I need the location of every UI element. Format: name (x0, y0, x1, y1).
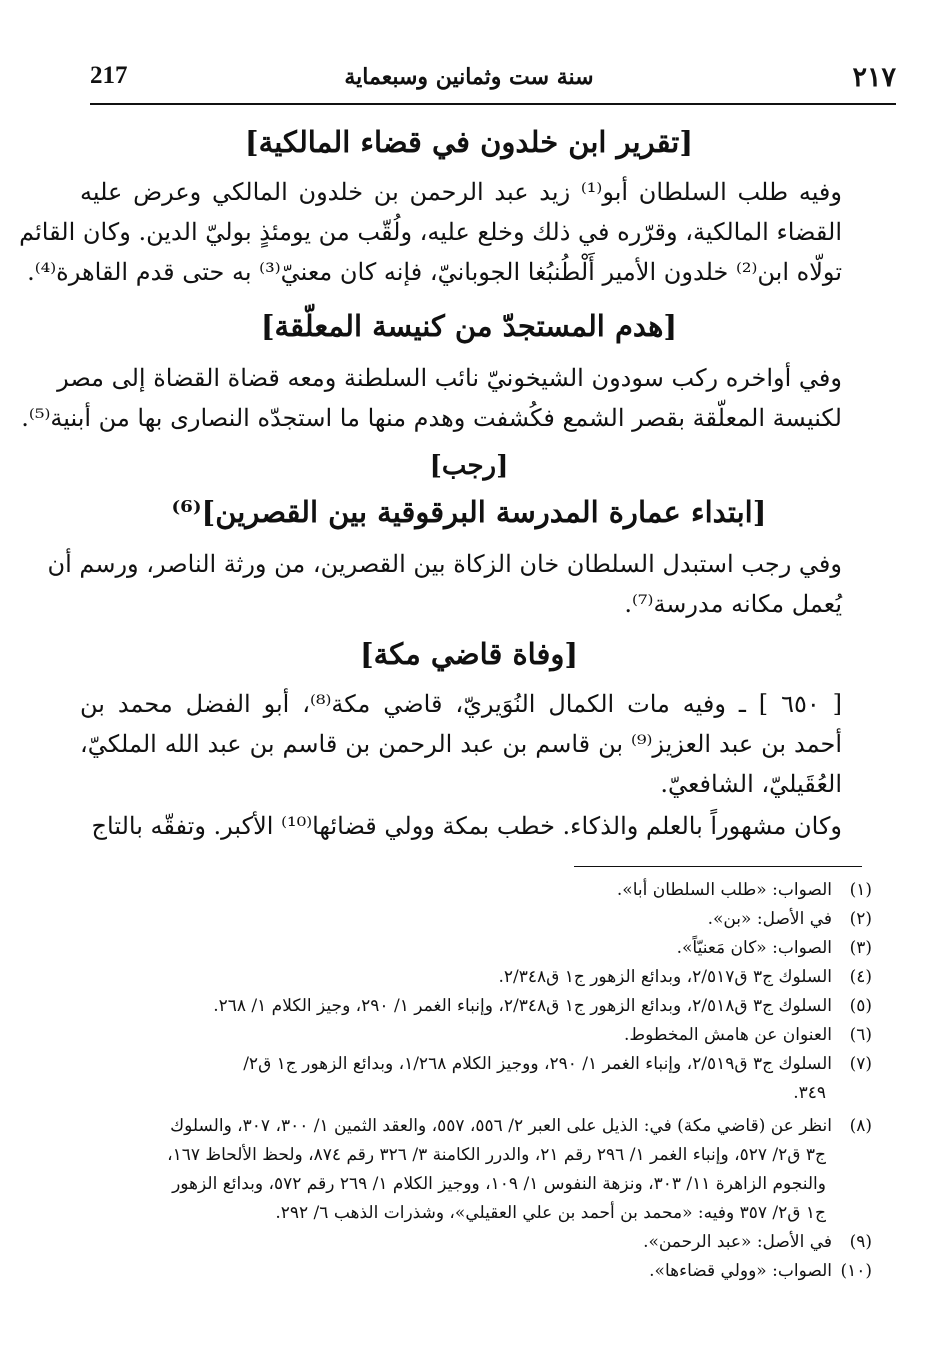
footnote (100, 1228, 872, 1257)
footnote-number: (٩) (849, 1232, 872, 1252)
footnote-number: (٨) (849, 1116, 872, 1136)
text-line: لكنيسة المعلّقة بقصر الشمع فكُشفت وهدم منها ما استجدّه النصارى بها من أبنية⁽⁵⁾. (21, 404, 842, 432)
header-rule (90, 103, 896, 105)
text-line: القضاء المالكية، وقرّره في ذلك وخلع عليه، ولُقّب من يومئذٍ بوليّ الدين. وكان القائم (19, 218, 842, 246)
paragraph (47, 544, 842, 624)
page-number-arabic: ٢١٧ (852, 62, 896, 93)
footnote-number: (١٠) (840, 1261, 872, 1281)
footnote (100, 876, 872, 905)
footnote-text: ج١ ق٢/ ٣٥٧ وفيه: «محمد بن أحمد بن علي العقيلي»، وشذرات الذهب ٦/ ٢٩٢. (275, 1203, 826, 1223)
text-line: وكان مشهوراً بالعلم والذكاء. خطب بمكة وولي قضائها⁽¹⁰⁾ الأكبر. وتفقّه بالتاج (91, 812, 842, 840)
footnote-text: انظر عن (قاضي مكة) في: الذيل على العبر ٢/ ٥٥٦، ٥٥٧، والعقد الثمين ١/ ٣٠٠، ٣٠٧، والسلوك (170, 1116, 832, 1136)
footnote (100, 1112, 872, 1228)
footnote-text: السلوك ج٣ ق٢/٥١٩، وإنباء الغمر ١/ ٢٩٠، ووجيز الكلام ١/٢٦٨، وبدائع الزهور ج١ ق٢/ (243, 1054, 832, 1074)
footnote-number: (٣) (849, 938, 872, 958)
footnote-number: (٦) (849, 1025, 872, 1045)
section-heading: [تقرير ابن خلدون في قضاء المالكية] (244, 125, 694, 159)
paragraph (80, 806, 842, 846)
text-line: يُعمل مكانه مدرسة⁽⁷⁾. (624, 590, 842, 618)
footnote-text: السلوك ج٣ ق٢/٥١٨، وبدائع الزهور ج١ ق٢/٣٤٨، وإنباء الغمر ١/ ٢٩٠، وجيز الكلام ١/ ٢٦٨. (213, 996, 832, 1016)
footnote (100, 934, 872, 963)
text-line: أحمد بن عبد العزيز⁽⁹⁾ بن قاسم بن عبد الرحمن بن قاسم بن عبد الله الملكيّ، (80, 730, 842, 758)
footnote (100, 1257, 872, 1286)
footnotes (100, 876, 872, 1286)
section-heading: [هدم المستجدّ من كنيسة المعلّقة] (260, 309, 678, 343)
footnote-text: الصواب: «طلب السلطان أبا». (616, 880, 832, 900)
footnote-text: السلوك ج٣ ق٢/٥١٧، وبدائع الزهور ج١ ق٢/٣٤٨. (498, 967, 832, 987)
running-title: سنة ست وثمانين وسبعماية (344, 64, 594, 90)
footnote-text: في الأصل: «عبد الرحمن». (643, 1232, 832, 1252)
footnote (100, 1050, 872, 1108)
footnote-text: في الأصل: «بن». (707, 909, 832, 929)
text-line: تولّاه ابن⁽²⁾ خلدون الأمير أَلْطُنبُغا الجوبانيّ، فإنه كان معنيّ⁽³⁾ به حتى قدم القاهرة⁽⁴⁾. (27, 258, 842, 286)
page-number-latin: 217 (90, 62, 128, 89)
footnote (100, 1021, 872, 1050)
section-heading: [ابتداء عمارة المدرسة البرقوقية بين القصرين]⁽⁶⁾ (171, 495, 767, 529)
footnote-number: (٢) (849, 909, 872, 929)
footnote-number: (١) (849, 880, 872, 900)
text-line: وفي أواخره ركب سودون الشيخونيّ نائب السلطنة ومعه قضاة القضاة إلى مصر (57, 364, 842, 392)
footnote-text: الصواب: «كان مَعنيّاً». (676, 938, 832, 958)
footnote-text: والنجوم الزاهرة ١١/ ٣٠٣، ونزهة النفوس ١/ ١٠٩، ووجيز الكلام ١/ ٢٦٩ رقم ٥٧٢، وبدائع الزهور (172, 1174, 826, 1194)
footnote-rule (574, 866, 862, 867)
paragraph (19, 172, 842, 292)
text-line: وفي رجب استبدل السلطان خان الزكاة بين القصرين، من ورثة الناصر، ورسم أن (47, 550, 842, 578)
footnote-number: (٧) (849, 1054, 872, 1074)
footnote-text: العنوان عن هامش المخطوط. (623, 1025, 832, 1045)
text-line: [ ٦٥٠ ] ـ وفيه مات الكمال النُوَيريّ، قاضي مكة⁽⁸⁾، أبو الفضل محمد بن (80, 690, 843, 718)
section-heading: [رجب] (429, 451, 509, 481)
footnote-number: (٥) (849, 996, 872, 1016)
footnote-text: ج٣ ق٢/ ٥٢٧، وإنباء الغمر ١/ ٢٩٦ رقم ٢١، والدرر الكامنة ٣/ ٣٢٦ رقم ٨٧٤، ولحظ الألحاظ ١٦٧، (167, 1145, 826, 1165)
text-line: وفيه طلب السلطان أبو⁽¹⁾ زيد عبد الرحمن بن خلدون المالكي وعرض عليه (80, 178, 842, 206)
text-line: العُقَيليّ، الشافعيّ. (660, 770, 842, 798)
paragraph (80, 684, 842, 804)
footnote (100, 905, 872, 934)
paragraph (21, 358, 842, 438)
section-heading: [وفاة قاضي مكة] (359, 637, 579, 671)
footnote-text: ٣٤٩. (793, 1083, 826, 1103)
footnote (100, 963, 872, 992)
footnote (100, 992, 872, 1021)
footnote-text: الصواب: «وولي قضاءها». (649, 1261, 832, 1281)
footnote-number: (٤) (849, 967, 872, 987)
